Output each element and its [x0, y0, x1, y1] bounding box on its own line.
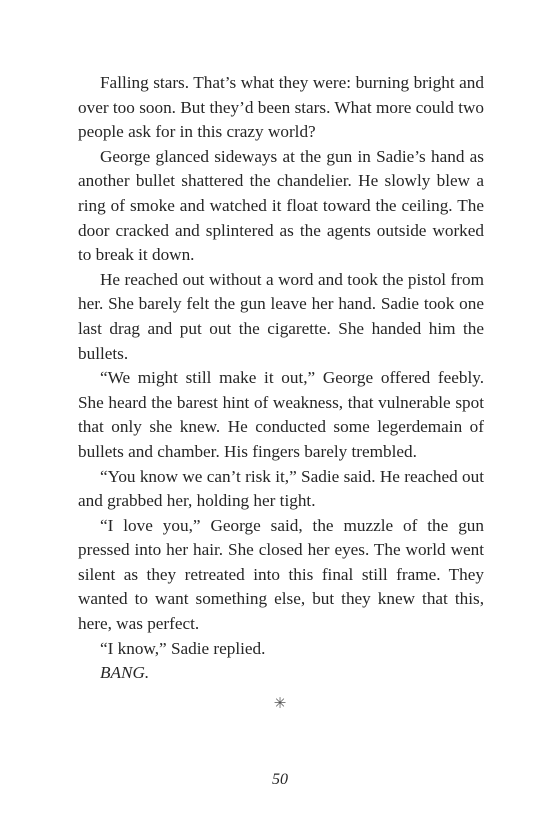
paragraph-i-love-you: “I love you,” George said, the muzzle of the gun pressed into her hair. She closed her eyes. The world went silent as they retreated into this final still frame. They wanted to want something else, but they knew that this, here, was perfect.	[78, 515, 484, 634]
paragraph-falling-stars: Falling stars. That’s what they were: burning bright and over too soon. But they’d been stars. What more could two people ask for in this crazy world?	[78, 73, 484, 142]
paragraph-george-glanced: George glanced sideways at the gun in Sadie’s hand as another bullet shattered the chandelier. He slowly blew a ring of smoke and watched it float toward the ceiling. The door cracked and splintered as the agents outside worked to break it down.	[78, 146, 484, 265]
paragraph-took-pistol: He reached out without a word and took the pistol from her. She barely felt the gun leave her hand. Sadie took one last drag and put out the cigarette. She handed him the bullets.	[78, 269, 484, 363]
page-body	[78, 71, 484, 686]
paragraph-make-it-out: “We might still make it out,” George offered feebly. She heard the barest hint of weakness, that vulnerable spot that only she knew. He conducted some legerdemain of bullets and chamber. His fingers barely trembled.	[78, 368, 484, 461]
paragraph-i-know: “I know,” Sadie replied.	[100, 638, 266, 658]
paragraph-cant-risk-it: “You know we can’t risk it,” Sadie said. He reached out and grabbed her, holding her tight.	[78, 466, 484, 511]
paragraph-bang: BANG.	[100, 663, 150, 683]
page-number: 50	[272, 771, 288, 788]
section-break-star-icon: ✳	[273, 696, 287, 712]
